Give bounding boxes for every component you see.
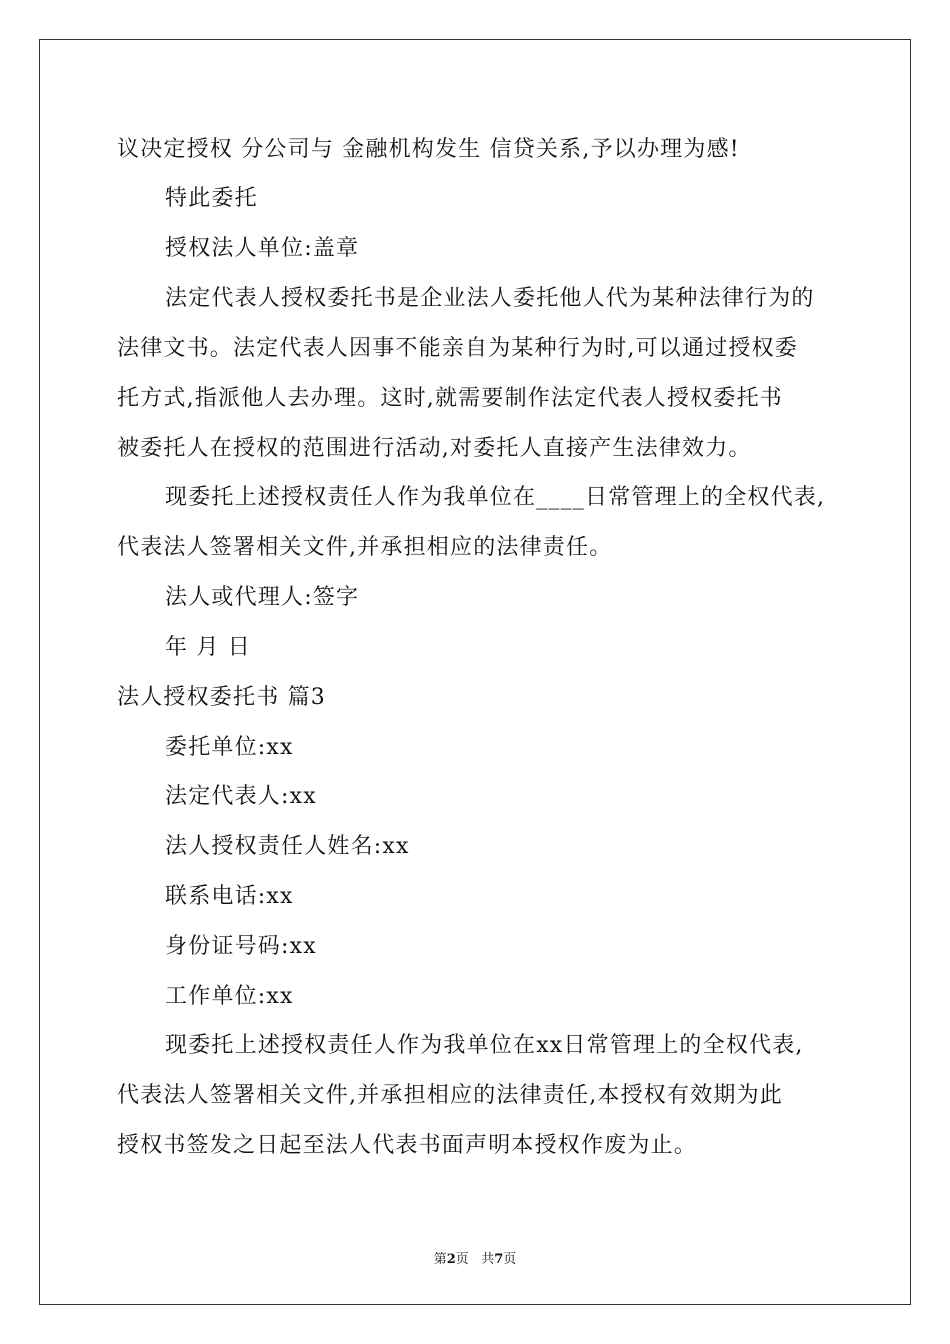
text-line-19: 现委托上述授权责任人作为我单位在xx日常管理上的全权代表, xyxy=(165,1033,804,1058)
text-line-7: 被委托人在授权的范围进行活动,对委托人直接产生法律效力。 xyxy=(117,436,752,461)
text-line-10: 法人或代理人:签字 xyxy=(165,585,360,610)
text-line-2: 特此委托 xyxy=(165,186,258,211)
section-heading: 法人授权委托书 篇3 xyxy=(117,685,326,710)
text-line-16: 联系电话:xx xyxy=(165,884,294,909)
footer-page-prefix: 第 xyxy=(433,1252,447,1267)
text-line-17: 身份证号码:xx xyxy=(165,934,317,959)
text-line-13: 委托单位:xx xyxy=(165,735,294,760)
footer-total-prefix: 共 xyxy=(481,1252,495,1267)
text-line-18: 工作单位:xx xyxy=(165,984,294,1009)
page-footer xyxy=(0,1248,950,1267)
text-line-14: 法定代表人:xx xyxy=(165,784,317,809)
footer-total-suffix: 页 xyxy=(503,1252,517,1267)
text-line-15: 法人授权责任人姓名:xx xyxy=(165,834,410,859)
text-line-3: 授权法人单位:盖章 xyxy=(165,236,360,261)
page-border xyxy=(39,39,911,1305)
text-line-20: 代表法人签署相关文件,并承担相应的法律责任,本授权有效期为此 xyxy=(117,1083,783,1108)
text-line-6: 托方式,指派他人去办理。这时,就需要制作法定代表人授权委托书 xyxy=(117,386,783,411)
text-line-8: 现委托上述授权责任人作为我单位在____日常管理上的全权代表, xyxy=(165,485,826,510)
text-line-11: 年 月 日 xyxy=(165,635,251,660)
footer-page-number: 2 xyxy=(446,1252,456,1267)
text-line-4: 法定代表人授权委托书是企业法人委托他人代为某种法律行为的 xyxy=(165,286,815,311)
text-line-9: 代表法人签署相关文件,并承担相应的法律责任。 xyxy=(117,535,613,560)
text-line-21: 授权书签发之日起至法人代表书面声明本授权作废为止。 xyxy=(117,1133,698,1158)
text-line-5: 法律文书。法定代表人因事不能亲自为某种行为时,可以通过授权委 xyxy=(117,336,798,361)
footer-total-pages: 7 xyxy=(494,1252,504,1267)
footer-page-suffix: 页 xyxy=(455,1252,469,1267)
text-line-1: 议决定授权 分公司与 金融机构发生 信贷关系,予以办理为感! xyxy=(117,137,740,162)
